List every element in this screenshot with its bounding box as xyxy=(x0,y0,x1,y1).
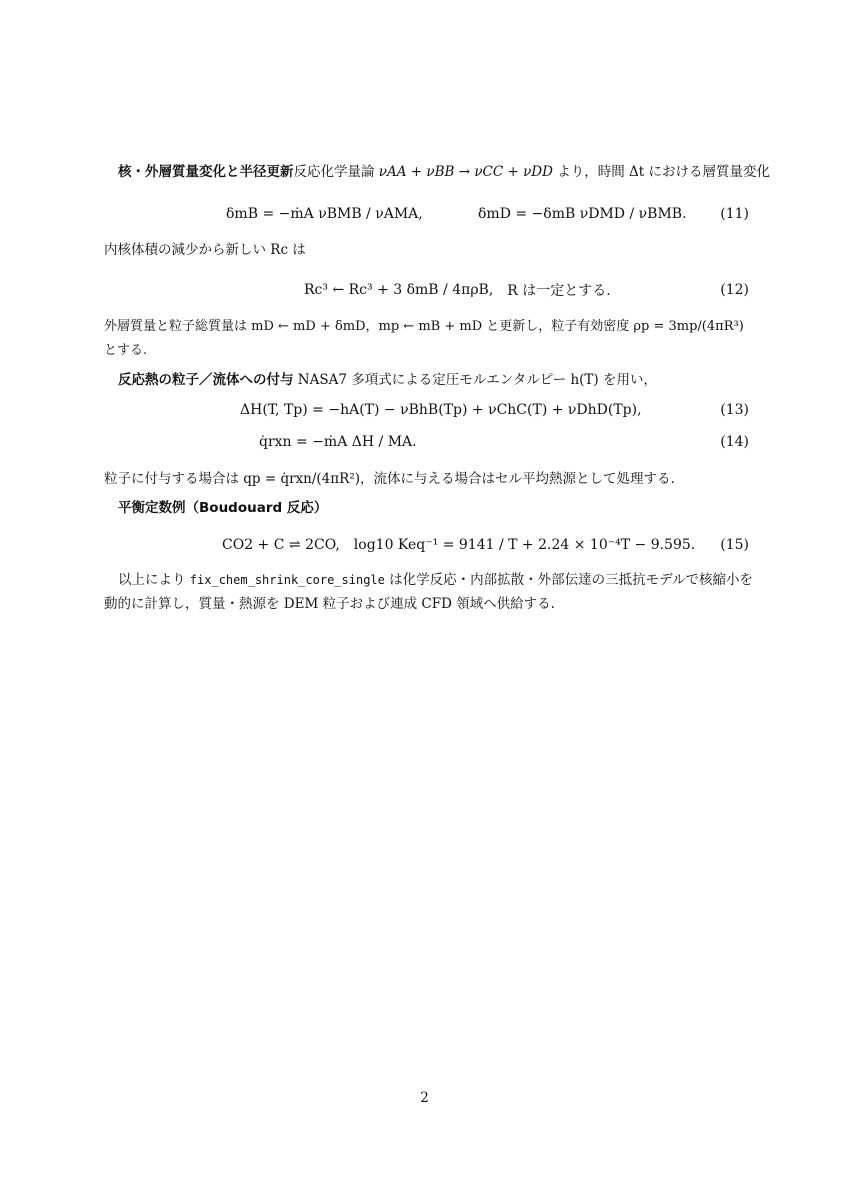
equation-14 xyxy=(104,424,749,460)
reaction-formula: νAA + νBB → νCC + νDD xyxy=(378,164,553,180)
paragraph-heat-assignment xyxy=(104,467,749,491)
equation-15 xyxy=(104,525,749,565)
equation-15-expr: log10 Keq⁻¹ = 9141 / T + 2.24 × 10⁻⁴T − 9.595. xyxy=(353,537,696,553)
equation-11-left: δmB = −ṁA νBMB / νAMA, xyxy=(226,206,423,222)
equation-12-body xyxy=(304,270,611,310)
code-identifier: fix_chem_shrink_core_single xyxy=(189,573,385,587)
paragraph-mass-update xyxy=(104,315,749,363)
equation-13-expr: ΔH(T, Tp) = −hA(T) − νBhB(Tp) + νChC(T) + νDhD(Tp), xyxy=(240,402,642,418)
equation-number: (12) xyxy=(720,282,749,298)
equation-12 xyxy=(104,270,749,310)
paragraph-text: NASA7 多項式による定圧モルエンタルピー h(T) を用い， xyxy=(297,372,657,388)
paragraph-text: 以上により xyxy=(118,572,186,588)
equation-14-expr: q̇rxn = −ṁA ΔH / MA. xyxy=(259,434,417,450)
equation-number: (15) xyxy=(720,537,749,553)
equation-12-expr: Rc³ ← Rc³ + 3 δmB / 4πρB, xyxy=(304,282,494,298)
paragraph-text: は化学反応・内部拡散・外部伝達の三抵抗モデルで核縮小を xyxy=(389,572,753,588)
paragraph-core-volume xyxy=(104,238,749,262)
equation-number: (11) xyxy=(720,206,749,222)
equation-15-reaction: CO2 + C ⇌ 2CO, xyxy=(222,537,340,553)
paragraph-summary-line2 xyxy=(104,592,749,616)
equation-15-body xyxy=(222,525,695,565)
paragraph-line: とする. xyxy=(104,343,148,358)
paragraph-text: 内核体積の減少から新しい Rc は xyxy=(104,242,306,258)
section-heading-equilibrium: 平衡定数例（Boudouard 反応） xyxy=(118,500,328,516)
page-number: 2 xyxy=(420,1090,429,1106)
equation-11-right: δmD = −δmB νDMD / νBMB. xyxy=(478,206,687,222)
paragraph-summary xyxy=(104,568,763,592)
equation-number: (14) xyxy=(720,434,749,450)
section-heading-reaction-heat: 反応熱の粒子／流体への付与 xyxy=(118,372,294,388)
equation-12-note: R は一定とする. xyxy=(507,283,611,299)
paragraph-text: より，時間 Δt における層質量変化 xyxy=(557,164,771,180)
section-heading-mass-change: 核・外層質量変化と半径更新 xyxy=(118,164,294,180)
equation-11 xyxy=(104,194,749,234)
paragraph-mass-change xyxy=(104,160,771,184)
paragraph-line: 外層質量と粒子総質量は mD ← mD + δmD，mp ← mB + mD と更新し，粒子有効密度 ρp = 3mp/(4πR³) xyxy=(104,319,744,334)
equation-13 xyxy=(104,392,749,428)
paragraph-line xyxy=(118,568,763,592)
paragraph-text: 反応化学量論 xyxy=(293,164,375,180)
paragraph-reaction-heat xyxy=(104,368,763,392)
paragraph-text: 動的に計算し，質量・熱源を DEM 粒子および連成 CFD 領域へ供給する. xyxy=(104,596,555,612)
equation-number: (13) xyxy=(720,402,749,418)
paragraph-equilibrium xyxy=(104,496,763,520)
paragraph-text: 粒子に付与する場合は qp = q̇rxn/(4πR²)，流体に与える場合はセル平均熱源として処理する. xyxy=(104,471,675,487)
